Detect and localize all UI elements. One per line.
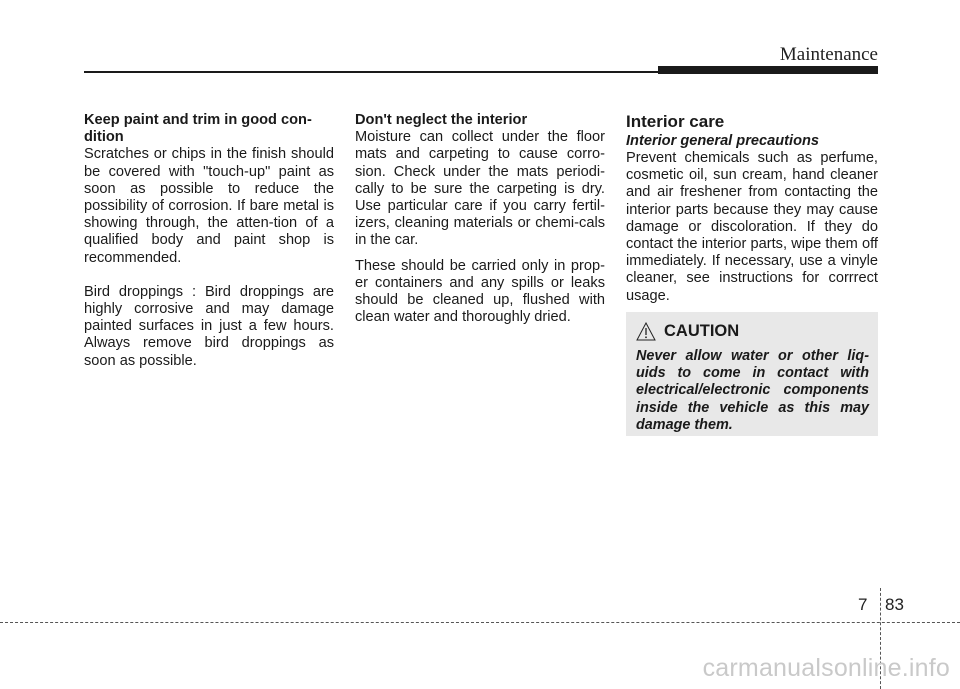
watermark: carmanualsonline.info [702,654,950,682]
warning-triangle-icon [636,322,656,341]
footer-rule [0,622,960,623]
header-rule-thin [84,71,660,73]
caution-header [636,322,739,341]
interior-neglect-subhead: Don't neglect the interior [355,112,528,128]
moisture-paragraph: Moisture can collect under the floor mats and carpeting to cause corro-sion. Check under the mats periodi-cally to be sure the carpeting is dry. Use particular care if you carry fertil-izers, cleaning materials or chemi-cals in the car. [355,129,605,249]
interior-care-heading: Interior care [626,112,725,131]
chemicals-paragraph: Prevent chemicals such as perfume, cosmetic oil, sun cream, hand cleaner and air freshener from contacting the interior parts because they may cause damage or discoloration. If they do contact the interior parts, wipe them off immediately. If necessary, use a vinyle cleaner, see instructions for corrrect usage. [626,150,878,304]
bird-droppings-paragraph: Bird droppings : Bird droppings are highly corrosive and may damage painted surfaces in just a few hours. Always remove bird droppings as soon as possible. [84,283,334,369]
column-paint-care [84,112,334,370]
column-interior-care [626,112,878,305]
paint-trim-subhead: Keep paint and trim in good con-dition [84,112,312,146]
section-title: Maintenance [779,44,878,65]
interior-precautions-subheading: Interior general precautions [626,133,820,149]
header-rule-thick [658,66,878,74]
caution-body: Never allow water or other liq-uids to come in contact with electrical/electronic components inside the vehicle as this may damage them. [636,348,869,433]
paint-trim-paragraph: Scratches or chips in the finish should be covered with "touch-up" paint as soon as possible to reduce the possibility of corrosion. If bare metal is showing through, the atten-tion of a qualified body and paint shop is recommended. [84,146,334,266]
caution-box [626,312,878,436]
chapter-number: 7 [858,595,868,614]
caution-title: CAUTION [664,322,740,340]
containers-paragraph: These should be carried only in prop-er containers and any spills or leaks should be cleaned up, flushed with clean water and thoroughly dried. [355,257,605,326]
page-number: 83 [885,595,904,614]
column-interior-neglect [355,112,605,326]
